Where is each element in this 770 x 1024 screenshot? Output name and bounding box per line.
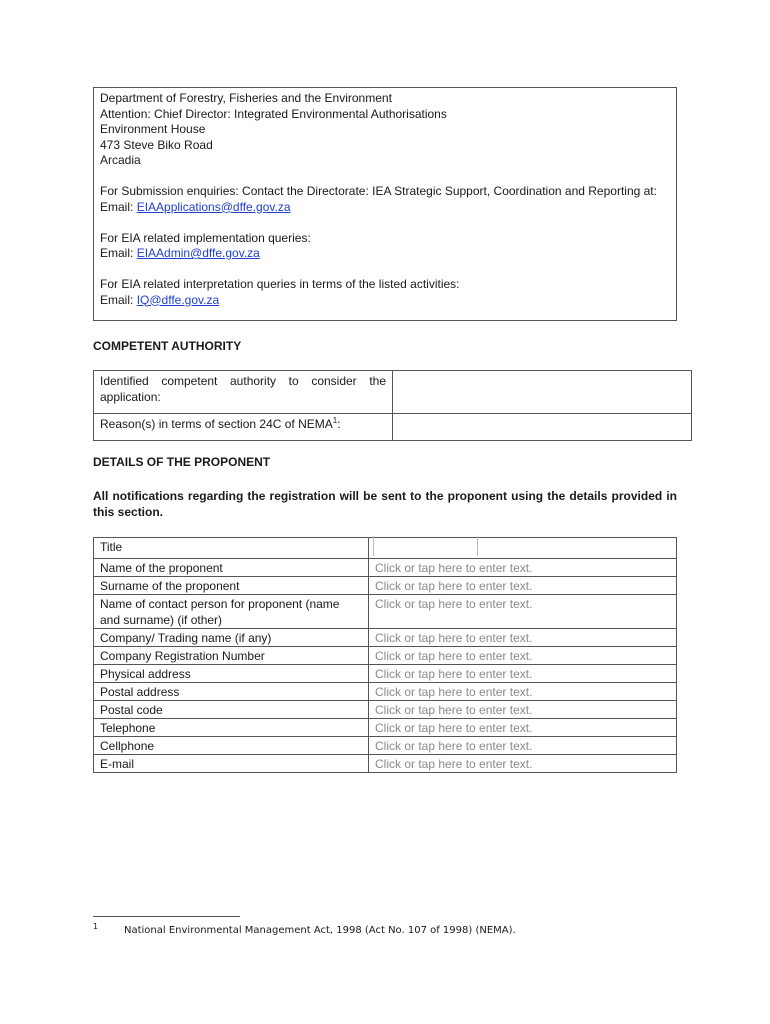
proponent-postal-address-label: Postal address [94, 683, 369, 701]
email-prefix: Email: [100, 199, 137, 214]
proponent-physical-address-field[interactable]: Click or tap here to enter text. [369, 665, 677, 683]
address-line-suburb: Arcadia [100, 153, 141, 167]
address-line-building: Environment House [100, 122, 206, 136]
reason-field[interactable] [393, 414, 692, 441]
table-row [94, 683, 677, 701]
proponent-postal-code-field[interactable]: Click or tap here to enter text. [369, 701, 677, 719]
footnote-ref[interactable]: 1 [332, 416, 338, 425]
proponent-email-field[interactable]: Click or tap here to enter text. [369, 755, 677, 773]
footnote-mark: 1 [93, 922, 99, 931]
table-row [94, 719, 677, 737]
table-row [94, 701, 677, 719]
address-line-department: Department of Forestry, Fisheries and the Environment [100, 91, 392, 105]
proponent-registration-number-label: Company Registration Number [94, 647, 369, 665]
address-line-attention: Attention: Chief Director: Integrated Environmental Authorisations [100, 106, 447, 121]
proponent-surname-field[interactable]: Click or tap here to enter text. [369, 577, 677, 595]
submission-email-line [100, 200, 670, 216]
table-row [94, 595, 677, 629]
title-cell[interactable] [373, 536, 477, 556]
implementation-queries-label: For EIA related implementation queries: [100, 230, 311, 245]
proponent-surname-label: Surname of the proponent [94, 577, 369, 595]
title-label: Title [94, 538, 369, 559]
implementation-email-line [100, 246, 670, 262]
proponent-heading: DETAILS OF THE PROPONENT [93, 455, 271, 469]
proponent-email-label: E-mail [94, 755, 369, 773]
address-box [93, 87, 677, 321]
address-line-street: 473 Steve Biko Road [100, 137, 213, 152]
table-row [94, 737, 677, 755]
table-row [94, 647, 677, 665]
competent-authority-table [93, 370, 692, 441]
table-row [94, 538, 677, 559]
proponent-telephone-label: Telephone [94, 719, 369, 737]
interpretation-queries-label: For EIA related interpretation queries in terms of the listed activities: [100, 277, 460, 291]
proponent-company-name-field[interactable]: Click or tap here to enter text. [369, 629, 677, 647]
notification-notice: All notifications regarding the registration will be sent to the proponent using the details provided in this section. [93, 489, 677, 519]
proponent-details-table [93, 537, 677, 773]
competent-authority-heading: COMPETENT AUTHORITY [93, 339, 242, 353]
table-row [94, 559, 677, 577]
identified-authority-label: Identified competent authority to consider the application: [94, 371, 393, 414]
proponent-name-field[interactable]: Click or tap here to enter text. [369, 559, 677, 577]
table-row [94, 414, 692, 441]
email-prefix: Email: [100, 246, 137, 260]
submission-email-link[interactable]: EIAApplications@dffe.gov.za [136, 199, 291, 214]
table-row [94, 755, 677, 773]
proponent-postal-address-field[interactable]: Click or tap here to enter text. [369, 683, 677, 701]
table-row [94, 629, 677, 647]
table-row [94, 577, 677, 595]
proponent-registration-number-field[interactable]: Click or tap here to enter text. [369, 647, 677, 665]
title-field[interactable] [369, 538, 677, 559]
submission-enquiries-label: For Submission enquiries: Contact the Directorate: IEA Strategic Support, Coordination and Reporting at: [100, 184, 657, 198]
proponent-physical-address-label: Physical address [94, 665, 369, 683]
proponent-company-name-label: Company/ Trading name (if any) [94, 629, 369, 647]
title-dropdown[interactable] [369, 538, 676, 554]
table-row [94, 665, 677, 683]
proponent-contact-person-label: Name of contact person for proponent (name and surname) (if other) [94, 595, 369, 629]
interpretation-email-line [100, 293, 670, 309]
footnote-text: National Environmental Management Act, 1998 (Act No. 107 of 1998) (NEMA). [124, 925, 516, 936]
implementation-email-link[interactable]: EIAAdmin@dffe.gov.za [136, 246, 260, 260]
proponent-postal-code-label: Postal code [94, 701, 369, 719]
identified-authority-field[interactable] [393, 371, 692, 414]
proponent-cellphone-field[interactable]: Click or tap here to enter text. [369, 737, 677, 755]
proponent-telephone-field[interactable]: Click or tap here to enter text. [369, 719, 677, 737]
email-prefix: Email: [100, 292, 137, 307]
table-row [94, 371, 692, 414]
title-cell-divider [477, 536, 479, 556]
proponent-name-label: Name of the proponent [94, 559, 369, 577]
reason-label: Reason(s) in terms of section 24C of NEMA$^1$: [94, 414, 393, 441]
proponent-cellphone-label: Cellphone [94, 737, 369, 755]
proponent-contact-person-field[interactable]: Click or tap here to enter text. [369, 595, 677, 629]
interpretation-email-link[interactable]: IQ@dffe.gov.za [136, 292, 220, 307]
footnote-separator [93, 916, 240, 917]
